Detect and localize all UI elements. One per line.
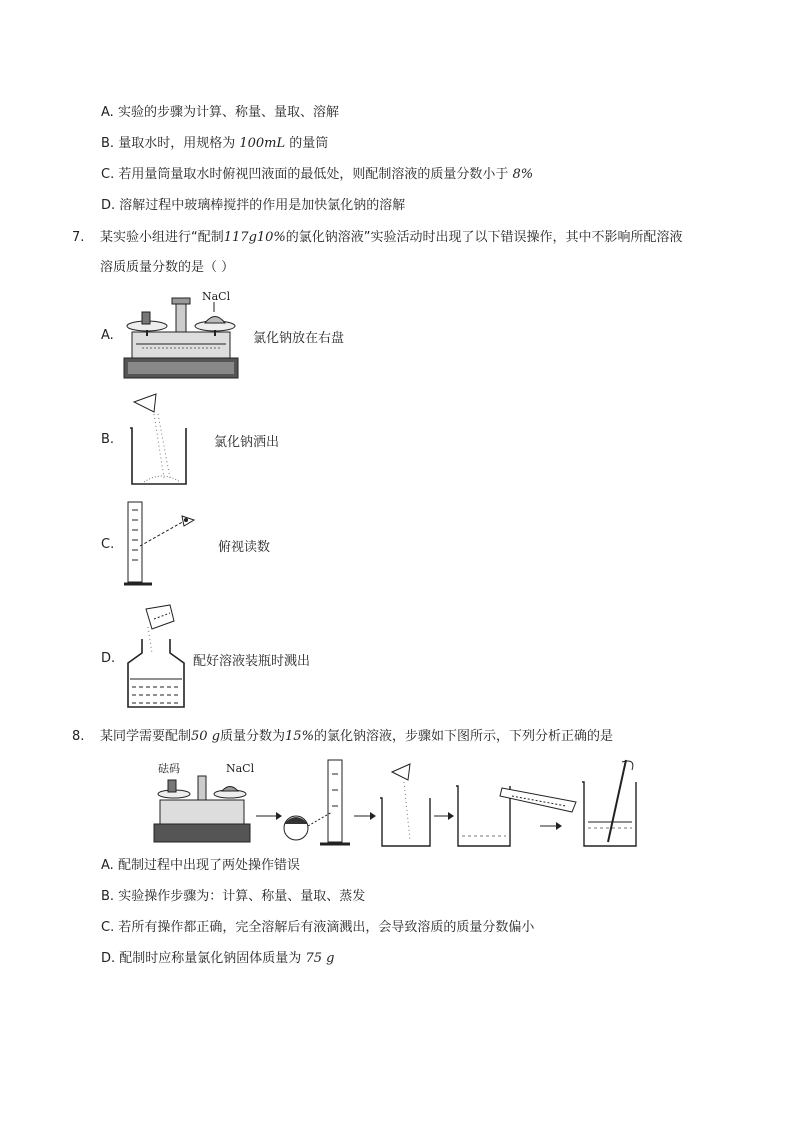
weights-label: 砝码 <box>158 762 180 775</box>
q7-option-b-caption: 氯化钠洒出 <box>214 435 280 450</box>
option-text: 配制过程中出现了两处操作错误 <box>117 858 300 873</box>
q6-option-b <box>101 135 328 153</box>
q8-stem <box>100 728 613 746</box>
q8-option-c <box>101 919 534 937</box>
stem-math: 117g10% <box>223 230 286 245</box>
option-letter: A. <box>101 105 114 120</box>
beaker-pouring-figure <box>124 392 194 487</box>
q7-option-b-letter: B. <box>101 432 115 447</box>
option-text: 的量筒 <box>289 136 329 151</box>
q7-option-d-letter: D. <box>101 651 116 666</box>
option-letter: D. <box>101 198 116 213</box>
option-text: 若所有操作都正确，完全溶解后有液滴溅出，会导致溶质的质量分数偏小 <box>118 920 535 935</box>
q7-option-c-caption: 俯视读数 <box>218 540 271 555</box>
nacl-label: NaCl <box>202 290 231 303</box>
option-text: 配制时应称量氯化钠固体质量为 <box>119 951 302 966</box>
q7-option-a-caption: 氯化钠放在右盘 <box>253 331 345 346</box>
stem-text: 质量分数为 <box>220 729 286 744</box>
solution-prep-process-figure <box>152 754 652 850</box>
salt-label: NaCl <box>226 762 255 775</box>
option-letter: C. <box>101 920 115 935</box>
option-letter: D. <box>101 951 116 966</box>
q7-stem-line2: 溶质质量分数的是（ ） <box>100 260 235 275</box>
q8-option-d <box>101 950 334 968</box>
q8-option-a <box>101 857 300 875</box>
stem-text: 某同学需要配制 <box>100 729 192 744</box>
q7-option-d-caption: 配好溶液装瓶时溅出 <box>193 654 311 669</box>
balance-figure <box>122 288 240 380</box>
option-text: 实验的步骤为计算、称量、量取、溶解 <box>117 105 339 120</box>
q7-option-a-letter: A. <box>101 328 114 343</box>
option-letter: A. <box>101 858 114 873</box>
question-number: 7. <box>72 230 85 245</box>
q6-option-a <box>101 104 339 122</box>
cylinder-reading-figure <box>122 500 198 588</box>
option-math: 100mL <box>239 136 286 151</box>
stem-text: 的氯化钠溶液”实验活动时出现了以下错误操作，其中不影响所配溶液 <box>285 230 683 245</box>
bottle-pouring-figure <box>122 603 190 709</box>
option-letter: B. <box>101 889 115 904</box>
q6-option-c <box>101 166 533 184</box>
option-text: 实验操作步骤为：计算、称量、量取、蒸发 <box>118 889 366 904</box>
q7-stem <box>100 229 683 247</box>
q7-option-c-letter: C. <box>101 537 115 552</box>
option-text: 量取水时，用规格为 <box>118 136 236 151</box>
question-number: 8. <box>72 729 85 744</box>
option-letter: C. <box>101 167 115 182</box>
q8-option-b <box>101 888 365 906</box>
stem-math: 50 g <box>191 729 221 744</box>
option-text: 溶解过程中玻璃棒搅拌的作用是加快氯化钠的溶解 <box>119 198 406 213</box>
q6-option-d <box>101 197 405 215</box>
option-math: 8% <box>512 167 534 182</box>
stem-text: 的氯化钠溶液，步骤如下图所示，下列分析正确的是 <box>313 729 613 744</box>
option-text: 若用量筒量取水时俯视凹液面的最低处，则配制溶液的质量分数小于 <box>118 167 509 182</box>
stem-text: 某实验小组进行“配制 <box>100 230 224 245</box>
option-math: 75 g <box>305 951 335 966</box>
stem-math: 15% <box>285 729 314 744</box>
option-letter: B. <box>101 136 115 151</box>
